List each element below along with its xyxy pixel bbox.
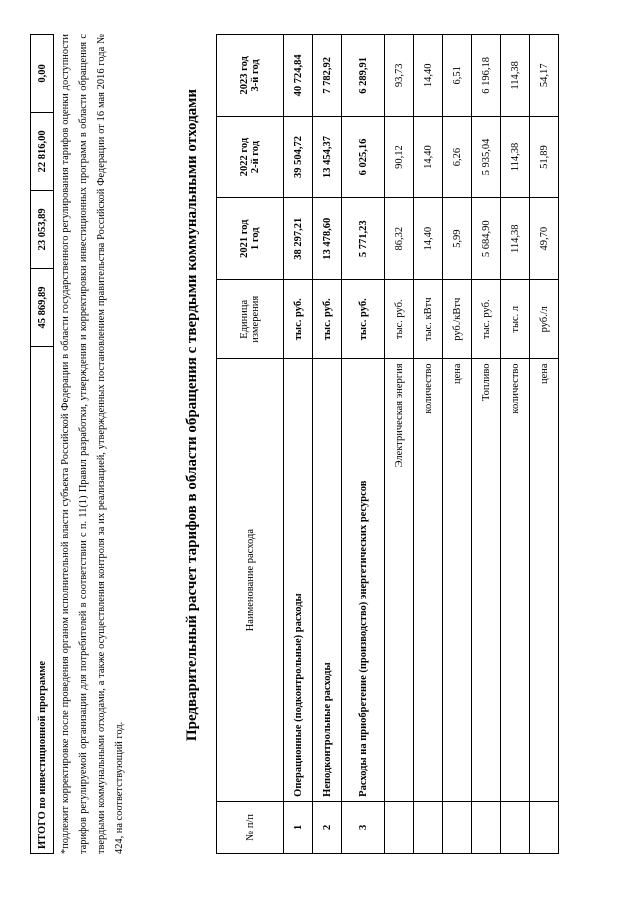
row-value: 93,73 <box>385 35 414 117</box>
row-name: Топливо <box>472 359 501 801</box>
row-value: 114,38 <box>501 116 530 198</box>
row-value: 13 478,60 <box>313 198 342 280</box>
table-row <box>342 35 385 854</box>
row-value: 7 782,92 <box>313 35 342 117</box>
row-name: Неподконтрольные расходы <box>313 359 342 801</box>
row-name: количество <box>501 359 530 801</box>
row-value: 14,40 <box>414 35 443 117</box>
row-name: цена <box>443 359 472 801</box>
section-heading: Предварительный расчет тарифов в области обращения с твердыми коммунальными отходами <box>184 88 200 742</box>
table-row <box>313 35 342 854</box>
row-value: 5 684,90 <box>472 198 501 280</box>
row-value: 14,40 <box>414 198 443 280</box>
row-name: Операционные (подконтрольные) расходы <box>284 359 313 801</box>
table-row <box>472 35 501 854</box>
row-unit: тыс. руб. <box>472 280 501 359</box>
row-value: 6 025,16 <box>342 116 385 198</box>
row-name: Электрическая энергия <box>385 359 414 801</box>
header-year-1: 2021 год 1 год <box>217 198 284 280</box>
header-unit: Единица измерения <box>217 280 284 359</box>
row-unit: тыс. кВтч <box>414 280 443 359</box>
header-name: Наименование расхода <box>217 359 284 801</box>
row-value: 14,40 <box>414 116 443 198</box>
row-no <box>385 801 414 853</box>
row-unit: тыс. руб. <box>385 280 414 359</box>
row-value: 114,38 <box>501 198 530 280</box>
row-no <box>414 801 443 853</box>
row-value: 86,32 <box>385 198 414 280</box>
row-value: 40 724,84 <box>284 35 313 117</box>
table-row <box>385 35 414 854</box>
row-unit: тыс. л <box>501 280 530 359</box>
row-no <box>443 801 472 853</box>
row-unit: тыс. руб. <box>342 280 385 359</box>
row-no: 1 <box>284 801 313 853</box>
table-header-row <box>217 35 284 854</box>
header-no: № п/п <box>217 801 284 853</box>
row-value: 114,38 <box>501 35 530 117</box>
row-no: 2 <box>313 801 342 853</box>
table-row <box>443 35 472 854</box>
row-value: 90,12 <box>385 116 414 198</box>
row-name: количество <box>414 359 443 801</box>
row-unit: руб./кВтч <box>443 280 472 359</box>
total-label: ИТОГО по инвестиционной программе <box>31 346 54 853</box>
total-value: 0,00 <box>31 35 54 113</box>
row-value: 51,89 <box>530 116 559 198</box>
row-value: 39 504,72 <box>284 116 313 198</box>
total-value: 45 869,89 <box>31 268 54 346</box>
table-row <box>530 35 559 854</box>
row-name: цена <box>530 359 559 801</box>
row-value: 5 935,04 <box>472 116 501 198</box>
row-value: 49,70 <box>530 198 559 280</box>
investment-total-table <box>30 34 54 854</box>
row-no <box>530 801 559 853</box>
row-value: 6,26 <box>443 116 472 198</box>
row-value: 54,17 <box>530 35 559 117</box>
table-row <box>414 35 443 854</box>
header-year-3: 2023 год 3-й год <box>217 35 284 117</box>
table-row <box>284 35 313 854</box>
row-unit: тыс. руб. <box>284 280 313 359</box>
header-year-2: 2022 год 2-й год <box>217 116 284 198</box>
footnote: *подлежит корректировке после проведения органом исполнительной власти субъекта Российской Федерации в области государственного регулирования тарифов оценки доступности тарифов регулируемой организации для потребителей в соответствии с п. 11(1) Правил разработки, утверждения и корректировки инвестиционных программ в области обращения с твердыми коммунальными отходами, а также осуществления контроля за их реализацией, утвержденных постановлением правительства Российской Федерации от 16 мая 2016 года № 424, на соответствующий год. <box>60 34 125 854</box>
row-no <box>501 801 530 853</box>
row-value: 6 196,18 <box>472 35 501 117</box>
row-value: 13 454,37 <box>313 116 342 198</box>
table-row <box>31 35 54 854</box>
row-unit: тыс. руб. <box>313 280 342 359</box>
row-value: 5 771,23 <box>342 198 385 280</box>
row-value: 38 297,21 <box>284 198 313 280</box>
row-value: 5,99 <box>443 198 472 280</box>
row-no <box>472 801 501 853</box>
row-name: Расходы на приобретение (производство) энергетических ресурсов <box>342 359 385 801</box>
row-no: 3 <box>342 801 385 853</box>
row-value: 6,51 <box>443 35 472 117</box>
tariff-calculation-table <box>216 34 559 854</box>
table-row <box>501 35 530 854</box>
total-value: 23 053,89 <box>31 190 54 268</box>
total-value: 22 816,00 <box>31 112 54 190</box>
row-value: 6 289,91 <box>342 35 385 117</box>
row-unit: руб./л <box>530 280 559 359</box>
